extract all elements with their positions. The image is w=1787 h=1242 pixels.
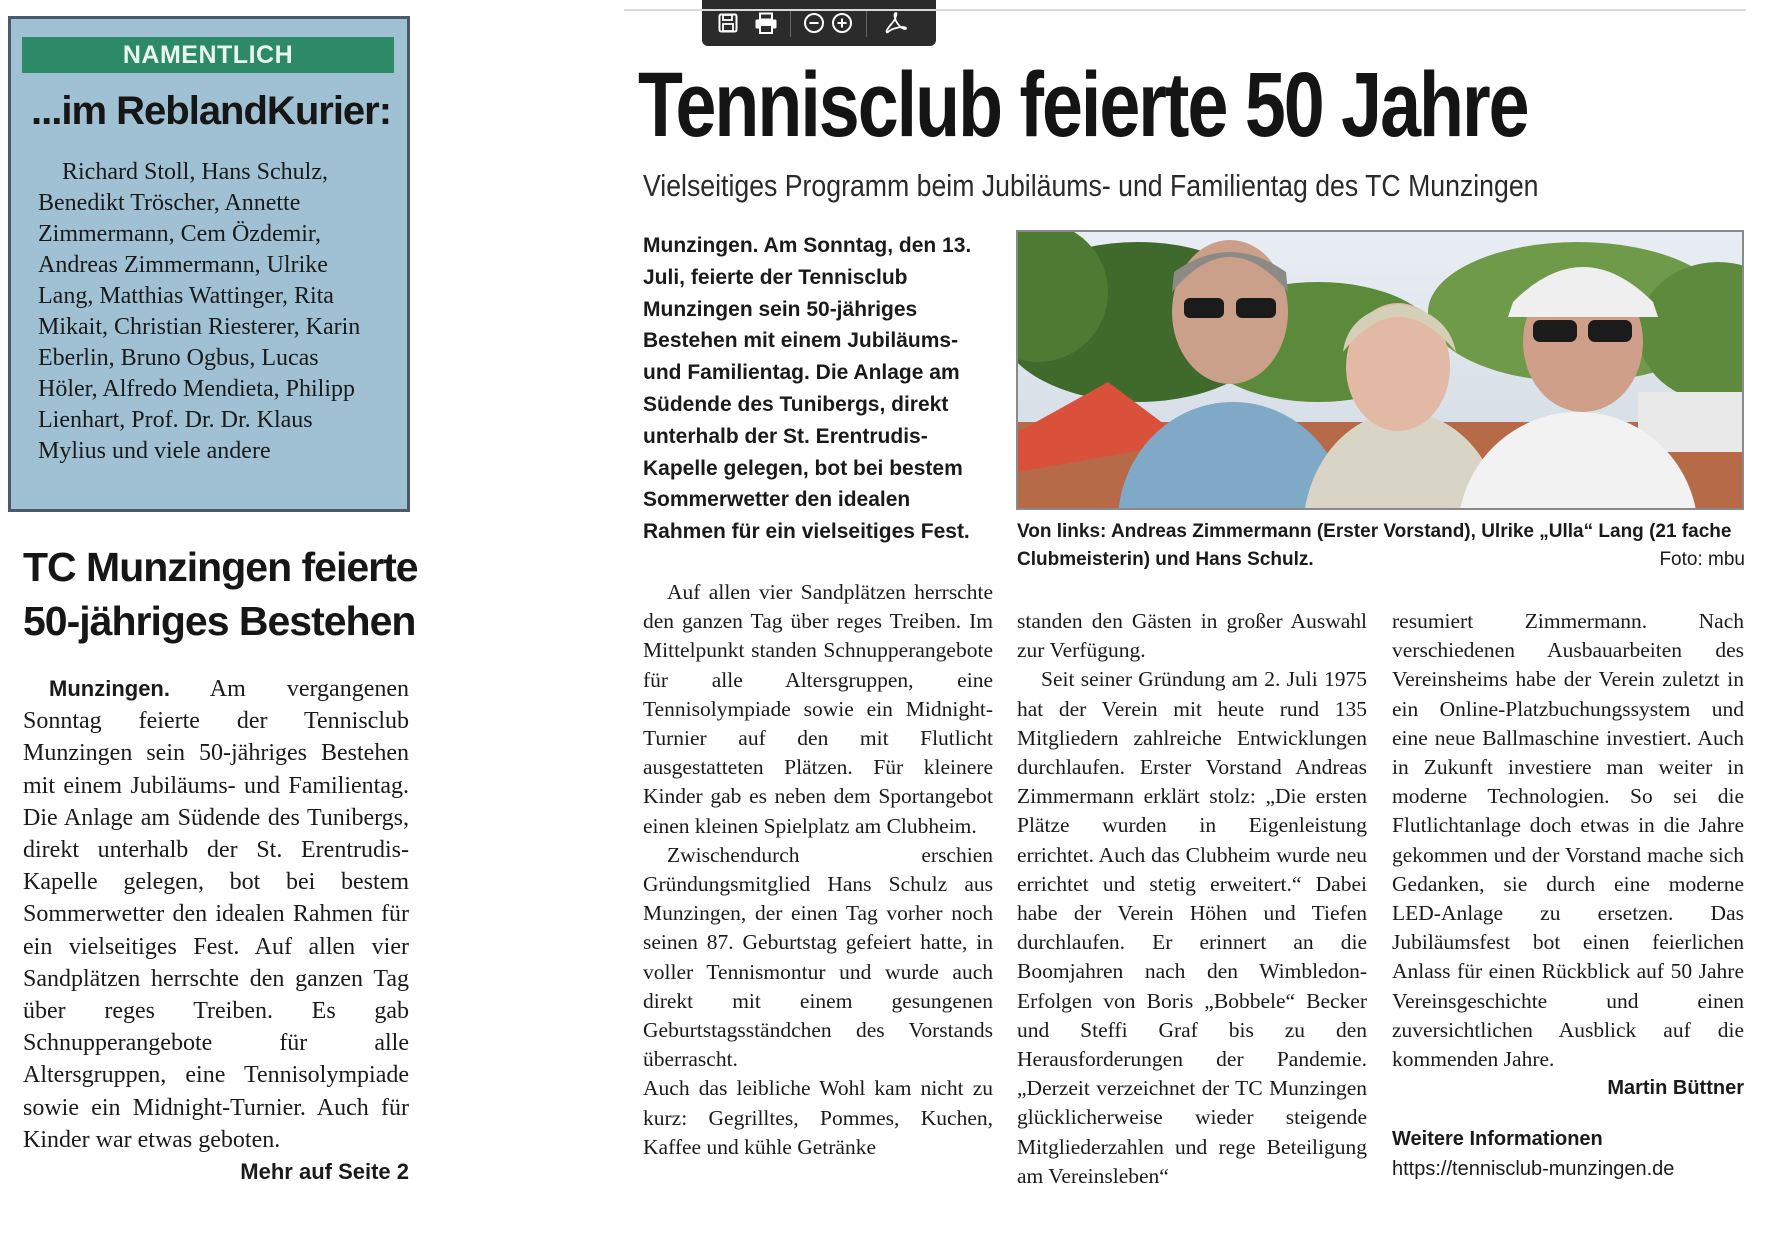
col2-paragraph: standen den Gästen in großer Auswahl zur Verfügung. (1017, 609, 1367, 663)
teaser-body (23, 673, 409, 1188)
article-column-2 (1017, 607, 1367, 1191)
print-icon[interactable] (750, 7, 782, 39)
namentlich-names: Richard Stoll, Hans Schulz, Benedikt Tröscher, Annette Zimmermann, Cem Özdemir, Andreas Zimmermann, Ulrike Lang, Matthias Wattinger, Rita Mikait, Christian Riesterer, Karin Eberlin, Bruno Ogbus, Lucas Höler, Alfredo Mendieta, Philipp Lienhart, Prof. Dr. Dr. Klaus Mylius und viele andere (38, 159, 361, 464)
more-info-label: Weitere Informationen (1392, 1128, 1603, 1151)
namentlich-label: NAMENTLICH (22, 37, 394, 73)
article-column-1 (643, 578, 993, 1162)
more-info-link[interactable]: https://tennisclub-munzingen.de (1392, 1157, 1675, 1180)
pdf-icon[interactable] (880, 7, 912, 39)
col1-paragraph: Auf allen vier Sandplätzen herrschte den ganzen Tag über reges Treiben. Im Mittelpunkt standen Schnupperangebote für alle Altersgruppen, eine Tennisolympiade sowie ein Midnight-Turnier auf den mit Flutlicht ausgestatteten Plätzen. Für kleinere Kinder gab es neben dem Sportangebot einen kleinen Spielplatz am Clubheim. (643, 580, 993, 838)
teaser-more-link[interactable]: Mehr auf Seite 2 (240, 1159, 409, 1185)
article-lead: Munzingen. Am Sonntag, den 13. Juli, feierte der Tennisclub Munzingen sein 50-jähriges Bestehen mit einem Jubiläums- und Familientag. Die Anlage am Südende des Tunibergs, direkt unterhalb der St. Erentrudis-Kapelle gelegen, bot bei bestem Sommerwetter den idealen Rahmen für ein vielseitiges Fest. (643, 234, 972, 544)
article-photo (1016, 230, 1744, 510)
viewer-toolbar (702, 0, 936, 46)
article-column-3 (1392, 607, 1744, 1184)
col2-paragraph: Seit seiner Gründung am 2. Juli 1975 hat der Verein mit heute rund 135 Mitgliedern zahlreiche Entwicklungen durchlaufen. Erster Vorstand Andreas Zimmermann erklärt stolz: „Die ersten Plätze wurden in Eigenleistung errichtet. Auch das Clubheim wurde neu errichtet und stetig erweitert.“ Dabei habe der Verein Höhen und Tiefen durchlaufen. Er erinnert an die Boomjahren nach den Wimbledon-Erfolgen von Boris „Bobbele“ Becker und Steffi Graf bis zu den Herausforderungen der Pandemie. „Derzeit verzeichnet der TC Munzingen glücklicherweise wieder steigende Mitgliederzahlen und rege Beteiligung am Vereinsleben“ (1017, 667, 1367, 1188)
article-subtitle: Vielseitiges Programm beim Jubiläums- und Familientag des TC Munzingen (643, 168, 1539, 203)
caption-text: Von links: Andreas Zimmermann (Erster Vorstand), Ulrike „Ulla“ Lang (21 fache Clubmeisterin) und Hans Schulz. (1017, 521, 1732, 570)
teaser-lead: Munzingen. (49, 676, 170, 701)
col1-paragraph: Auch das leibliche Wohl kam nicht zu kurz: Gegrilltes, Pommes, Kuchen, Kaffee und kühle Getränke (643, 1076, 993, 1159)
namentlich-title: ...im ReblandKurier: (31, 89, 392, 133)
teaser-headline: TC Munzingen feierte 50-jähriges Bestehen (23, 544, 418, 644)
save-icon[interactable] (712, 7, 744, 39)
zoom-in-icon[interactable] (826, 7, 858, 39)
article-title: Tennisclub feierte 50 Jahre (638, 54, 1528, 156)
top-rule (624, 9, 1746, 11)
photo-credit: Foto: mbu (1659, 549, 1745, 570)
col1-paragraph: Zwischendurch erschien Gründungsmitglied Hans Schulz aus Munzingen, der einen Tag vorher noch seinen 87. Geburtstag gefeiert hatte, in voller Tennismontur und wurde auch direkt mit einem gesungenen Geburtstagsständchen des Vorstands überrascht. (643, 842, 993, 1072)
photo-caption (1017, 518, 1745, 574)
article-author: Martin Büttner (1607, 1077, 1744, 1100)
teaser-text: Am vergangenen Sonntag feierte der Tennisclub Munzingen sein 50-jähriges Bestehen mit einem Jubiläums- und Familientag. Die Anlage am Südende des Tunibergs, direkt unterhalb der St. Erentrudis-Kapelle gelegen, bot bei bestem Sommerwetter den idealen Rahmen für ein vielseitiges Fest. Auf allen vier Sandplätzen herrschte den ganzen Tag über reges Treiben. Es gab Schnupperangebote für alle Altersgruppen, eine Tennisolympiade sowie ein Midnight-Turnier. Auch für Kinder war etwas geboten. (23, 676, 409, 1153)
namentlich-box (8, 16, 410, 512)
col3-paragraph: resumiert Zimmermann. Nach verschiedenen Ausbauarbeiten des Vereinsheims habe der Verein zuletzt in ein Online-Platzbuchungssystem und eine neue Ballmaschine investiert. Auch in Zukunft investiere man weiter in moderne Technologien. So sei die Flutlichtanlage doch etwas in die Jahre gekommen und der Vorstand mache sich Gedanken, sie durch eine moderne LED-Anlage zu ersetzen. Das Jubiläumsfest bot einen feierlichen Anlass für einen Rückblick auf 50 Jahre Vereinsgeschichte und einen zuversichtlichen Ausblick auf die kommenden Jahre. (1392, 609, 1744, 1072)
